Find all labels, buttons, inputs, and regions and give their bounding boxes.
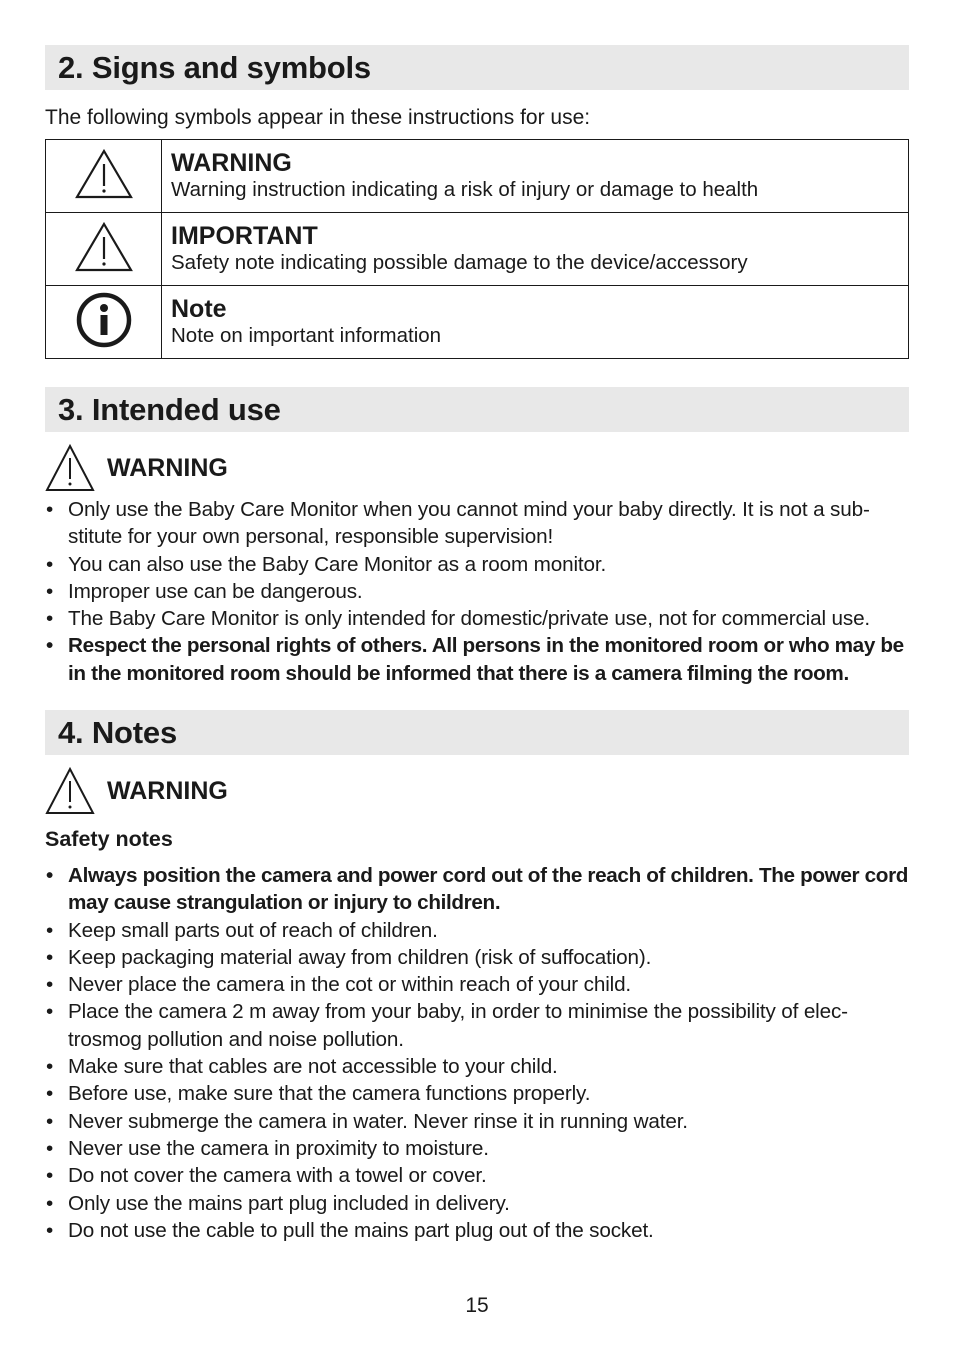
section-signs-and-symbols <box>45 45 909 359</box>
symbol-text-cell <box>162 140 909 213</box>
warning-triangle-icon <box>74 221 134 273</box>
list-item: • Make sure that cables are not accessible to your child. <box>45 1053 909 1080</box>
list-item: • Never use the camera in proximity to moisture. <box>45 1135 909 1162</box>
symbol-text-cell <box>162 213 909 286</box>
section-notes <box>45 710 909 1244</box>
symbol-icon-cell <box>46 286 162 359</box>
warning-header <box>45 765 909 817</box>
warning-triangle-icon <box>45 444 95 492</box>
list-item: • Never submerge the camera in water. Never rinse it in running water. <box>45 1108 909 1135</box>
list-item: • The Baby Care Monitor is only intended for domestic/private use, not for commercial use. <box>45 605 909 632</box>
warning-label: WARNING <box>107 776 228 805</box>
symbol-description: Warning instruction indicating a risk of injury or damage to health <box>171 178 759 201</box>
symbol-text-cell <box>162 286 909 359</box>
section-heading: 2. Signs and symbols <box>45 45 909 90</box>
symbol-icon-cell <box>46 213 162 286</box>
section-heading: 3. Intended use <box>45 387 909 432</box>
info-circle-icon <box>74 290 134 350</box>
symbol-title: Note <box>171 295 227 323</box>
symbol-description: Safety note indicating possible damage to the device/accessory <box>171 251 748 274</box>
page-number: 15 <box>465 1294 489 1317</box>
list-item: • Before use, make sure that the camera functions properly. <box>45 1080 909 1107</box>
list-item: • You can also use the Baby Care Monitor as a room monitor. <box>45 551 909 578</box>
symbol-row-warning <box>46 140 909 213</box>
list-item: • Place the camera 2 m away from your baby, in order to minimise the possibility of elec-trosmog pollution and noise pollution. <box>45 998 909 1053</box>
symbol-row-important <box>46 213 909 286</box>
symbols-table <box>45 139 909 359</box>
symbol-title: IMPORTANT <box>171 222 318 250</box>
list-item: • Keep packaging material away from children (risk of suffocation). <box>45 944 909 971</box>
list-item: • Improper use can be dangerous. <box>45 578 909 605</box>
list-item: • Always position the camera and power cord out of the reach of children. The power cord may cause strangulation or injury to children. <box>45 862 909 917</box>
list-item: • Keep small parts out of reach of children. <box>45 917 909 944</box>
warning-triangle-icon <box>74 148 134 200</box>
intended-use-list <box>45 496 909 687</box>
section-intended-use <box>45 387 909 687</box>
list-item: • Do not use the cable to pull the mains part plug out of the socket. <box>45 1217 909 1244</box>
warning-label: WARNING <box>107 453 228 482</box>
list-item: • Never place the camera in the cot or within reach of your child. <box>45 971 909 998</box>
section-heading: 4. Notes <box>45 710 909 755</box>
safety-notes-list <box>45 862 909 1244</box>
section-intro: The following symbols appear in these instructions for use: <box>45 106 591 129</box>
warning-header <box>45 442 909 494</box>
list-item: • Only use the Baby Care Monitor when you cannot mind your baby directly. It is not a sub-stitute for your own personal, responsible supervision! <box>45 496 909 551</box>
list-item: • Only use the mains part plug included in delivery. <box>45 1190 909 1217</box>
symbol-description: Note on important information <box>171 324 442 347</box>
list-item: • Do not cover the camera with a towel or cover. <box>45 1162 909 1189</box>
list-item: • Respect the personal rights of others. All persons in the monitored room or who may be in the monitored room should be informed that there is a camera filming the room. <box>45 632 909 687</box>
symbol-title: WARNING <box>171 149 292 177</box>
symbol-icon-cell <box>46 140 162 213</box>
symbol-row-note <box>46 286 909 359</box>
warning-triangle-icon <box>45 767 95 815</box>
safety-notes-subheading: Safety notes <box>45 827 173 851</box>
